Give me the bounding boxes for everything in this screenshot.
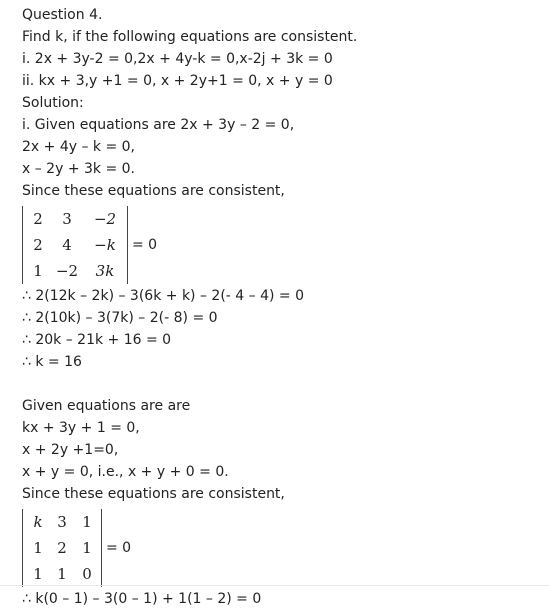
determinant-cell: 3k bbox=[95, 261, 115, 280]
given-equation-line: kx + 3y + 1 = 0, bbox=[22, 420, 140, 436]
solution-step: ∴ 2(10k) – 3(7k) – 2(- 8) = 0 bbox=[22, 310, 218, 326]
given-equation-line: x + y = 0, i.e., x + y + 0 = 0. bbox=[22, 464, 229, 480]
determinant-row bbox=[27, 206, 125, 232]
determinant-cell: 2 bbox=[57, 538, 67, 557]
determinant-row bbox=[27, 561, 99, 587]
solution-document bbox=[22, 4, 541, 610]
determinant-cell: 1 bbox=[57, 564, 67, 583]
determinant-cell: 1 bbox=[33, 538, 43, 557]
determinant-equation-1 bbox=[22, 204, 541, 285]
consistency-statement: Since these equations are consistent, bbox=[22, 183, 285, 199]
determinant-equation-2 bbox=[22, 507, 541, 588]
determinant-row bbox=[27, 509, 99, 535]
determinant-cell: 2 bbox=[33, 209, 43, 228]
question-title: Question 4. bbox=[22, 7, 103, 23]
bottom-divider bbox=[0, 585, 549, 586]
given-equation-line: Given equations are are bbox=[22, 398, 191, 414]
determinant-cell: k bbox=[33, 512, 43, 531]
solution-step: ∴ 2(12k – 2k) – 3(6k + k) – 2(- 4 – 4) = 0 bbox=[22, 288, 304, 304]
determinant-cell: 0 bbox=[82, 564, 92, 583]
solution-heading: Solution: bbox=[22, 95, 84, 111]
determinant-cell: 1 bbox=[82, 538, 92, 557]
determinant-row bbox=[27, 535, 99, 561]
determinant-cell: 1 bbox=[33, 261, 43, 280]
determinant-cell: 1 bbox=[33, 564, 43, 583]
equals-zero: = 0 bbox=[106, 539, 132, 556]
solution-result: ∴ k = 16 bbox=[22, 354, 82, 370]
determinant-cell: 4 bbox=[62, 235, 72, 254]
given-equation-line: i. Given equations are 2x + 3y – 2 = 0, bbox=[22, 117, 295, 133]
given-equation-line: 2x + 4y – k = 0, bbox=[22, 139, 136, 155]
equals-zero: = 0 bbox=[132, 236, 158, 253]
determinant-row bbox=[27, 258, 125, 284]
determinant-cell: −2 bbox=[93, 209, 117, 228]
determinant-cell: −2 bbox=[55, 261, 79, 280]
question-part-2: ii. kx + 3,y +1 = 0, x + 2y+1 = 0, x + y = 0 bbox=[22, 73, 333, 89]
determinant-cell: 2 bbox=[33, 235, 43, 254]
determinant-cell: 1 bbox=[82, 512, 92, 531]
solution-step: ∴ k(0 – 1) – 3(0 – 1) + 1(1 – 2) = 0 bbox=[22, 591, 262, 607]
determinant-1 bbox=[22, 206, 128, 284]
determinant-2 bbox=[22, 509, 102, 587]
determinant-row bbox=[27, 232, 125, 258]
determinant-cell: 3 bbox=[62, 209, 72, 228]
determinant-cell: −k bbox=[94, 235, 116, 254]
solution-step: ∴ 20k – 21k + 16 = 0 bbox=[22, 332, 172, 348]
consistency-statement: Since these equations are consistent, bbox=[22, 486, 285, 502]
question-part-1: i. 2x + 3y-2 = 0,2x + 4y-k = 0,x-2j + 3k = 0 bbox=[22, 51, 333, 67]
section-spacer bbox=[22, 373, 541, 395]
question-prompt: Find k, if the following equations are consistent. bbox=[22, 29, 358, 45]
given-equation-line: x + 2y +1=0, bbox=[22, 442, 119, 458]
given-equation-line: x – 2y + 3k = 0. bbox=[22, 161, 136, 177]
determinant-cell: 3 bbox=[57, 512, 67, 531]
